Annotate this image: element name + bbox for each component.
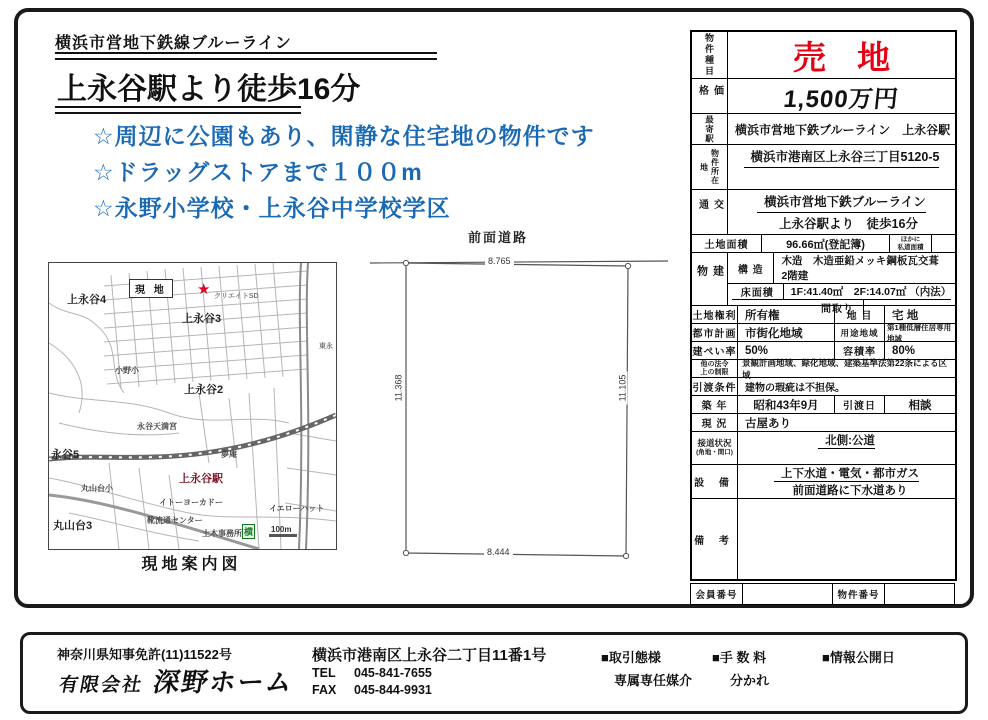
map-text-label: 東永 — [319, 343, 333, 350]
map-text-label: イエローハット — [269, 504, 325, 513]
price-label: 価格 — [692, 79, 728, 113]
property-no-label: 物件番号 — [833, 584, 885, 604]
land-right-value: 所有権 — [738, 306, 835, 323]
fee-value: 分かれ — [730, 673, 770, 688]
zoning-label: 用途地域 — [835, 324, 885, 341]
info-date-label: ■情報公開日 — [822, 650, 895, 665]
company-name: 有限会社 深野ホーム — [57, 667, 297, 697]
bcr-label: 建ぺい率 — [692, 342, 738, 359]
map-text-label: 小野小 — [115, 366, 139, 375]
city-plan-value: 市街化地域 — [738, 324, 835, 341]
far-label: 容積率 — [835, 342, 885, 359]
bcr-value: 50% — [738, 342, 835, 359]
map-text-label: 土木事務所 — [202, 529, 242, 538]
table-row-road-contact — [692, 432, 955, 465]
address-value: 横浜市港南区上永谷三丁目5120-5 — [744, 145, 940, 168]
land-right-label: 土地権利 — [692, 306, 738, 323]
table-row-utilities — [692, 465, 955, 499]
handover-cond-value: 建物の瑕疵は不担保。 — [745, 383, 845, 394]
access-label: 交通 — [692, 190, 728, 234]
deal-type-label: ■取引態様 — [601, 650, 661, 665]
table-row-access — [692, 190, 955, 235]
double-rule-top — [55, 52, 437, 60]
status-label: 現 況 — [692, 414, 738, 431]
land-category-value: 宅 地 — [892, 309, 919, 322]
deal-type-value: 専属専任媒介 — [614, 673, 693, 688]
highlight-item: ☆永野小学校・上永谷中学校学区 — [93, 195, 451, 221]
table-row-other-laws — [692, 357, 955, 380]
remarks-value — [738, 499, 955, 579]
location-map — [48, 262, 337, 550]
table-row-land-area — [692, 235, 955, 253]
map-caption: 現地案内図 — [141, 556, 242, 573]
member-no-value — [743, 584, 833, 604]
map-text-label: クリエイトSD — [214, 293, 259, 300]
map-text-label: 靴流通センター — [147, 516, 203, 525]
map-text-label: 上永谷3 — [182, 313, 222, 325]
dim-right: 11.105 — [617, 372, 627, 405]
table-row-building — [692, 253, 955, 315]
land-area-extra — [932, 235, 955, 252]
table-row-address — [692, 145, 955, 190]
other-laws-label: 他の法令 上の制限 — [692, 360, 738, 377]
station-label: 上永谷駅 — [179, 473, 223, 485]
handover-cond-label: 引渡条件 — [692, 378, 738, 395]
layout-label: 間取り — [812, 300, 864, 315]
zoning-value: 第1種低層住居専用地域 — [887, 322, 952, 343]
rail-line-title: 横浜市営地下鉄線ブルーライン — [55, 35, 292, 52]
property-no-value — [885, 584, 954, 604]
highlight-item: ☆ドラッグストアまで１００m — [93, 159, 423, 185]
highlights-list — [93, 118, 653, 226]
property-type-label: 物件種目 — [692, 32, 728, 78]
remarks-label: 備 考 — [692, 499, 738, 579]
highlight-item: ☆周辺に公園もあり、閑静な住宅地の物件です — [93, 123, 595, 149]
property-table — [690, 30, 957, 581]
number-strip — [690, 583, 955, 605]
road-contact-value: 北側:公道 — [818, 432, 875, 449]
map-text-label: イトーヨーカドー — [159, 498, 223, 507]
map-text-label: 永谷5 — [51, 449, 80, 461]
table-row-remarks — [692, 499, 955, 579]
map-text-label: 丸山台小 — [81, 484, 113, 493]
dim-top: 8.765 — [485, 256, 514, 266]
road-contact-label: 接道状況 (角地・間口) — [692, 432, 738, 464]
map-text-label: 上永谷2 — [184, 384, 224, 396]
table-row-handover-cond — [692, 378, 955, 396]
address-label: 物件所在地 — [692, 145, 728, 189]
site-marker-star: ★ — [197, 281, 211, 298]
price-value: 1,500万円 — [782, 85, 901, 113]
property-type-value: 売地 — [792, 38, 922, 76]
member-no-label: 会員番号 — [691, 584, 743, 604]
table-row-property-type — [692, 32, 955, 79]
company-address: 横浜市港南区上永谷二丁目11番1号 — [312, 647, 547, 664]
double-rule-bottom — [55, 106, 301, 114]
table-row-built-year — [692, 396, 955, 414]
front-road-label: 前面道路 — [468, 230, 529, 245]
handover-date-value: 相談 — [908, 399, 932, 412]
map-text-label: 永谷天満宮 — [137, 422, 177, 431]
utilities-line1: 上下水道・電気・都市ガス — [774, 465, 919, 482]
map-text-label: 現 地 — [129, 279, 173, 298]
map-text-label: 100m — [269, 525, 297, 537]
structure-label: 構 造 — [728, 253, 774, 283]
map-text-label: 横 — [242, 524, 255, 539]
handover-date-label: 引渡日 — [835, 396, 885, 413]
walk-distance-title: 上永谷駅より徒歩16分 — [57, 73, 361, 106]
access-line2: 上永谷駅より 徒歩16分 — [779, 217, 918, 232]
building-label: 建物 — [692, 253, 728, 305]
floor-area-label: 床面積 — [732, 284, 784, 299]
far-value: 80% — [892, 344, 916, 357]
nearest-station-value: 横浜市営地下鉄ブルーライン 上永谷駅 — [735, 122, 951, 137]
site-plan-drawing — [360, 225, 680, 570]
structure-value: 木造 木造亜鉛メッキ鋼板瓦交葺 2階建 — [781, 255, 950, 282]
status-value: 古屋あり — [745, 417, 791, 430]
fee-label: ■手 数 料 — [712, 650, 767, 665]
nearest-station-label: 最寄駅 — [692, 114, 728, 144]
table-row-current-status — [692, 414, 955, 432]
dim-bottom: 8.444 — [484, 547, 513, 557]
utilities-label: 設 備 — [692, 465, 738, 498]
built-year-label: 築 年 — [692, 396, 738, 413]
map-text-label: 丸山台3 — [53, 520, 93, 532]
company-fax: FAX 045-844-9931 — [312, 683, 432, 697]
land-area-label: 土地面積 — [692, 235, 762, 252]
other-laws-value: 景観計画地域、緑化地域、建築基準法第22条による区域 — [742, 357, 947, 380]
company-tel: TEL 045-841-7655 — [312, 666, 432, 680]
floor-area-value: 1F:41.40㎡ 2F:14.07㎡ （内法） — [790, 286, 952, 298]
site-plan — [360, 225, 680, 570]
license-number: 神奈川県知事免許(11)11522号 — [57, 647, 232, 662]
dim-left: 11.368 — [393, 372, 403, 405]
land-category-label: 地 目 — [835, 306, 885, 323]
utilities-line2: 前面道路に下水道あり — [792, 485, 908, 497]
land-area-note: ほかに 私道面積 — [890, 235, 932, 252]
map-text-label: 上永谷4 — [67, 294, 107, 306]
table-row-city-plan — [692, 324, 955, 342]
table-row-price — [692, 79, 955, 114]
city-plan-label: 都市計画 — [692, 324, 738, 341]
access-line1: 横浜市営地下鉄ブルーライン — [757, 190, 926, 213]
built-year-value: 昭和43年9月 — [738, 396, 835, 413]
land-area-value: 96.66㎡(登記簿) — [762, 235, 890, 252]
table-row-nearest-station — [692, 114, 955, 145]
map-text-label: 夢庵 — [221, 450, 237, 459]
